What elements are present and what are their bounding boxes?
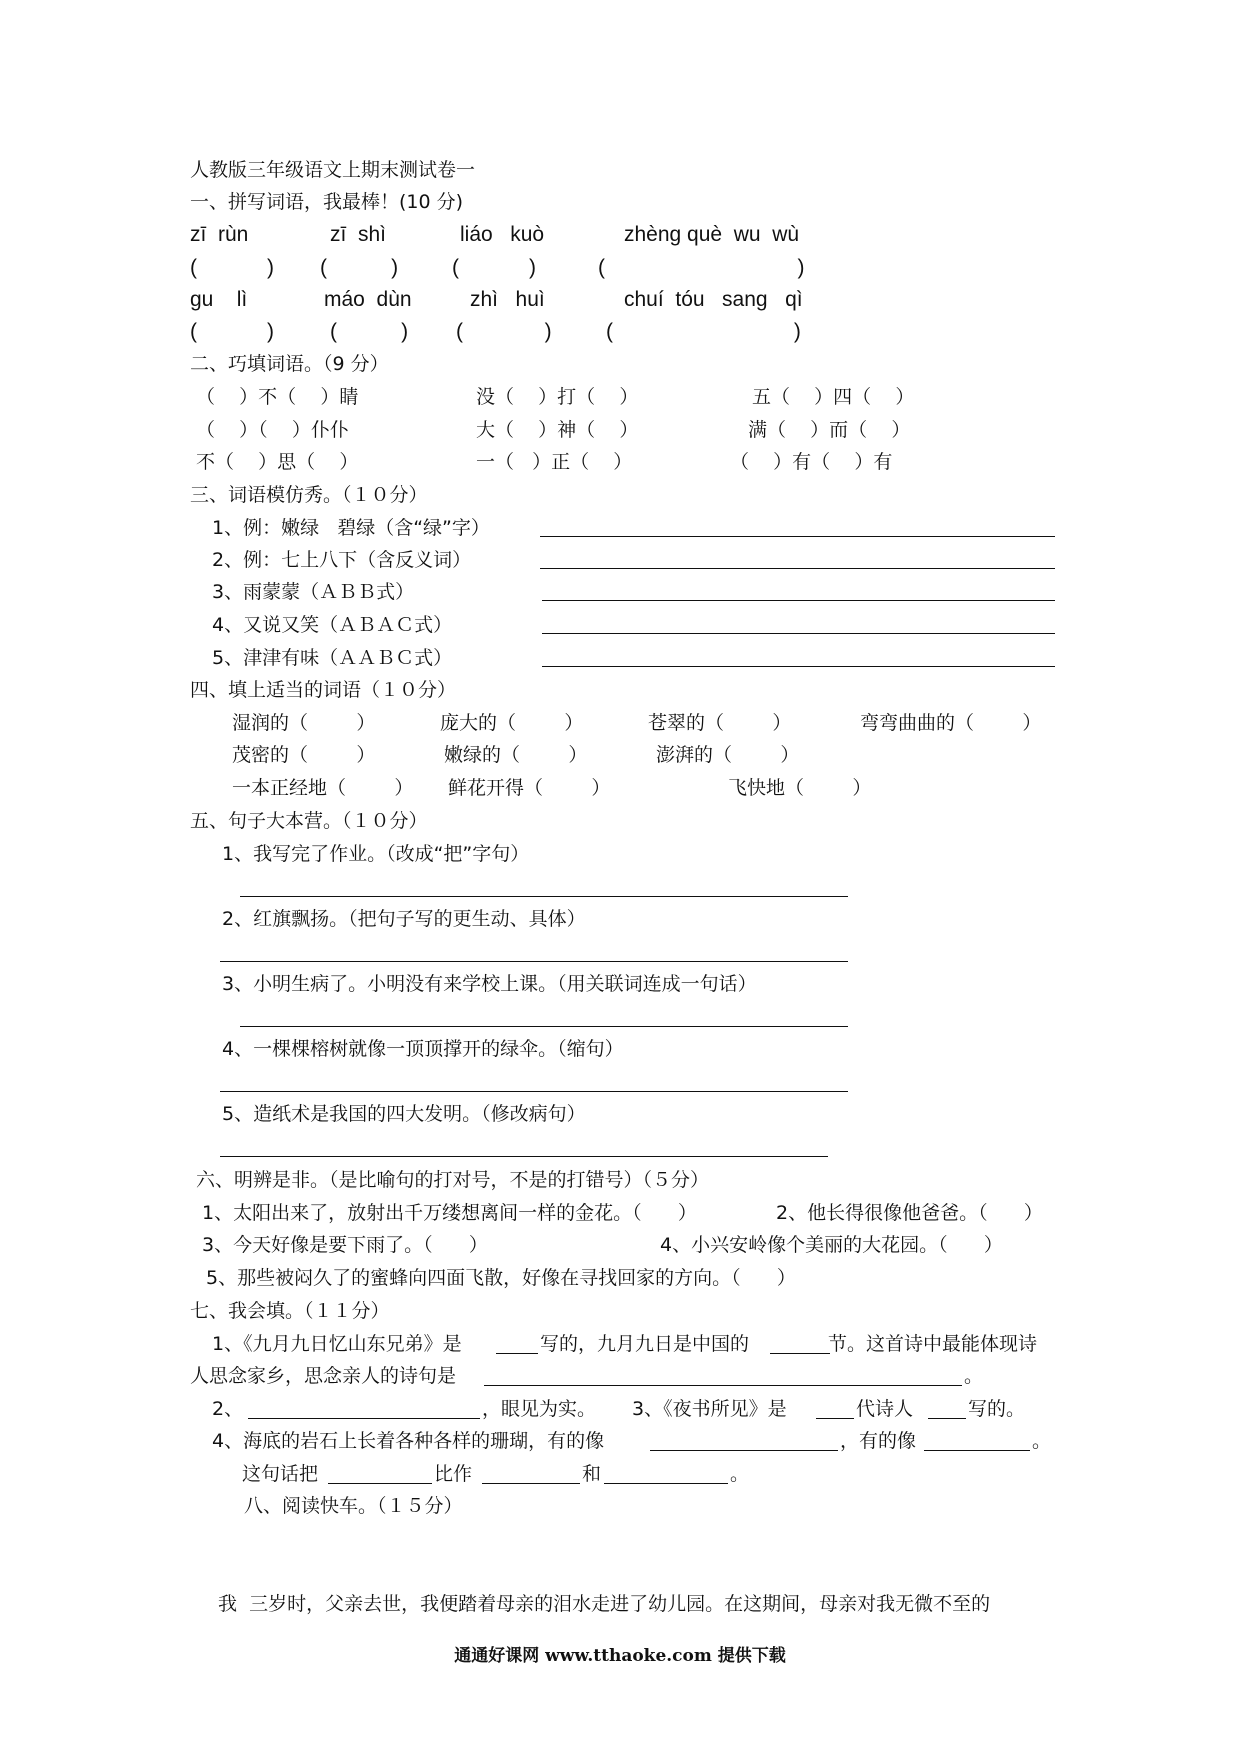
fill-phrase[interactable]: 满（ ）而（ ） <box>748 419 911 441</box>
answer-bracket[interactable]: ( ) <box>598 256 805 279</box>
fill-phrase[interactable]: 飞快地（ ） <box>728 777 872 799</box>
pinyin: chuí tóu sang qì <box>624 288 803 311</box>
section-1-heading: 一、拼写词语，我最棒！(10 分) <box>190 191 464 213</box>
fill-phrase[interactable]: 澎湃的（ ） <box>656 744 800 766</box>
answer-line[interactable] <box>816 1418 854 1419</box>
sentence-item: 1、我写完了作业。（改成“把”字句） <box>222 843 530 865</box>
answer-line[interactable] <box>220 1091 848 1092</box>
answer-line[interactable] <box>248 1418 480 1419</box>
fill-text: 节。这首诗中最能体现诗 <box>828 1333 1038 1355</box>
fill-phrase[interactable]: 一本正经地（ ） <box>232 777 414 799</box>
answer-bracket[interactable]: ( ) <box>330 320 409 343</box>
section-8-heading: 八、阅读快车。（１５分） <box>244 1495 463 1517</box>
pinyin: zī shì <box>330 223 387 246</box>
fill-phrase[interactable]: 弯弯曲曲的（ ） <box>860 712 1042 734</box>
fill-text: 2、 <box>212 1398 244 1420</box>
judge-item[interactable]: 3、今天好像是要下雨了。（ ） <box>202 1234 488 1256</box>
judge-item[interactable]: 1、太阳出来了，放射出千万缕想离间一样的金花。（ ） <box>202 1202 697 1224</box>
page-title: 人教版三年级语文上期末测试卷一 <box>190 159 476 181</box>
judge-item[interactable]: 2、他长得很像他爸爸。（ ） <box>776 1202 1043 1224</box>
punctuation: 。 <box>964 1365 984 1387</box>
answer-line[interactable] <box>604 1483 728 1484</box>
sentence-item: 4、一棵棵榕树就像一顶顶撑开的绿伞。（缩句） <box>222 1038 624 1060</box>
fill-text: 1、《九月九日忆山东兄弟》是 <box>212 1333 462 1355</box>
answer-bracket[interactable]: ( ) <box>606 320 801 343</box>
answer-bracket[interactable]: ( ) <box>452 256 536 279</box>
sentence-item: 5、造纸术是我国的四大发明。（修改病句） <box>222 1103 586 1125</box>
pinyin: zī rùn <box>190 223 249 246</box>
answer-line[interactable] <box>240 1026 848 1027</box>
fill-phrase[interactable]: 不（ ）思（ ） <box>196 451 359 473</box>
exercise-item: 4、又说又笑（ＡＢＡＣ式） <box>212 614 453 636</box>
punctuation: 。 <box>730 1463 750 1485</box>
answer-line[interactable] <box>220 1156 828 1157</box>
fill-phrase[interactable]: 茂密的（ ） <box>232 744 376 766</box>
answer-bracket[interactable]: ( ) <box>190 320 274 343</box>
fill-phrase[interactable]: 苍翠的（ ） <box>648 712 792 734</box>
fill-phrase[interactable]: 庞大的（ ） <box>440 712 584 734</box>
fill-phrase[interactable]: （ ）有（ ）有 <box>730 451 893 473</box>
pinyin: máo dùn <box>324 288 412 311</box>
fill-phrase[interactable]: 大（ ）神（ ） <box>476 419 639 441</box>
section-5-heading: 五、句子大本营。（１０分） <box>190 810 428 832</box>
fill-text: 3、《夜书所见》是 <box>632 1398 787 1420</box>
section-4-heading: 四、填上适当的词语（１０分） <box>190 679 457 701</box>
answer-line[interactable] <box>496 1353 538 1354</box>
section-7-heading: 七、我会填。（１１分） <box>190 1300 390 1322</box>
answer-line[interactable] <box>482 1483 580 1484</box>
judge-item[interactable]: 4、小兴安岭像个美丽的大花园。（ ） <box>660 1234 1003 1256</box>
fill-phrase[interactable]: 五（ ）四（ ） <box>752 386 915 408</box>
exercise-item: 5、津津有味（ＡＡＢＣ式） <box>212 647 453 669</box>
exercise-item: 2、例：七上八下（含反义词） <box>212 549 472 571</box>
answer-line[interactable] <box>540 536 1055 537</box>
reading-passage: 我 三岁时，父亲去世，我便踏着母亲的泪水走进了幼儿园。在这期间，母亲对我无微不至的 <box>218 1593 991 1615</box>
sentence-item: 3、小明生病了。小明没有来学校上课。（用关联词连成一句话） <box>222 973 757 995</box>
exercise-item: 1、例：嫩绿 碧绿（含“绿”字） <box>212 517 490 539</box>
answer-bracket[interactable]: ( ) <box>456 320 552 343</box>
section-6-heading: 六、明辨是非。（是比喻句的打对号，不是的打错号）（５分） <box>196 1169 710 1191</box>
fill-text: 这句话把 <box>242 1463 319 1485</box>
answer-bracket[interactable]: ( ) <box>190 256 274 279</box>
fill-phrase[interactable]: 一（ ）正（ ） <box>476 451 633 473</box>
fill-text: ，眼见为实。 <box>482 1398 597 1420</box>
answer-line[interactable] <box>540 568 1055 569</box>
answer-line[interactable] <box>542 666 1055 667</box>
answer-line[interactable] <box>542 600 1055 601</box>
answer-line[interactable] <box>240 896 848 897</box>
section-2-heading: 二、巧填词语。（9 分） <box>190 353 389 375</box>
answer-line[interactable] <box>220 961 848 962</box>
fill-phrase[interactable]: 没（ ）打（ ） <box>476 386 639 408</box>
section-3-heading: 三、词语模仿秀。（１０分） <box>190 484 428 506</box>
pinyin: zhèng què wu wù <box>624 223 800 246</box>
exercise-item: 3、雨蒙蒙（ＡＢＢ式） <box>212 581 415 603</box>
fill-phrase[interactable]: 嫩绿的（ ） <box>444 744 588 766</box>
fill-text: 写的，九月九日是中国的 <box>540 1333 750 1355</box>
answer-line[interactable] <box>484 1385 962 1386</box>
fill-phrase[interactable]: 鲜花开得（ ） <box>448 777 611 799</box>
answer-bracket[interactable]: ( ) <box>320 256 399 279</box>
pinyin: gu lì <box>190 288 248 311</box>
fill-text: 和 <box>582 1463 602 1485</box>
footer-credit: 通通好课网 www.tthaoke.com 提供下载 <box>454 1646 786 1666</box>
fill-text: 4、海底的岩石上长着各种各样的珊瑚，有的像 <box>212 1430 605 1452</box>
fill-text: ，有的像 <box>840 1430 917 1452</box>
judge-item[interactable]: 5、那些被闷久了的蜜蜂向四面飞散，好像在寻找回家的方向。（ ） <box>206 1267 796 1289</box>
fill-text: 人思念家乡，思念亲人的诗句是 <box>190 1365 457 1387</box>
fill-phrase[interactable]: （ ）不（ ）睛 <box>196 386 359 408</box>
fill-phrase[interactable]: 湿润的（ ） <box>232 712 376 734</box>
fill-text: 比作 <box>434 1463 473 1485</box>
answer-line[interactable] <box>770 1353 830 1354</box>
answer-line[interactable] <box>924 1450 1030 1451</box>
answer-line[interactable] <box>542 633 1055 634</box>
fill-text: 代诗人 <box>856 1398 914 1420</box>
pinyin: liáo kuò <box>460 223 545 246</box>
answer-line[interactable] <box>328 1483 432 1484</box>
sentence-item: 2、红旗飘扬。（把句子写的更生动、具体） <box>222 908 586 930</box>
pinyin: zhì huì <box>470 288 545 311</box>
fill-phrase[interactable]: （ ）（ ）仆仆 <box>196 419 349 441</box>
answer-line[interactable] <box>650 1450 838 1451</box>
punctuation: 。 <box>1032 1430 1052 1452</box>
fill-text: 写的。 <box>968 1398 1026 1420</box>
answer-line[interactable] <box>928 1418 966 1419</box>
